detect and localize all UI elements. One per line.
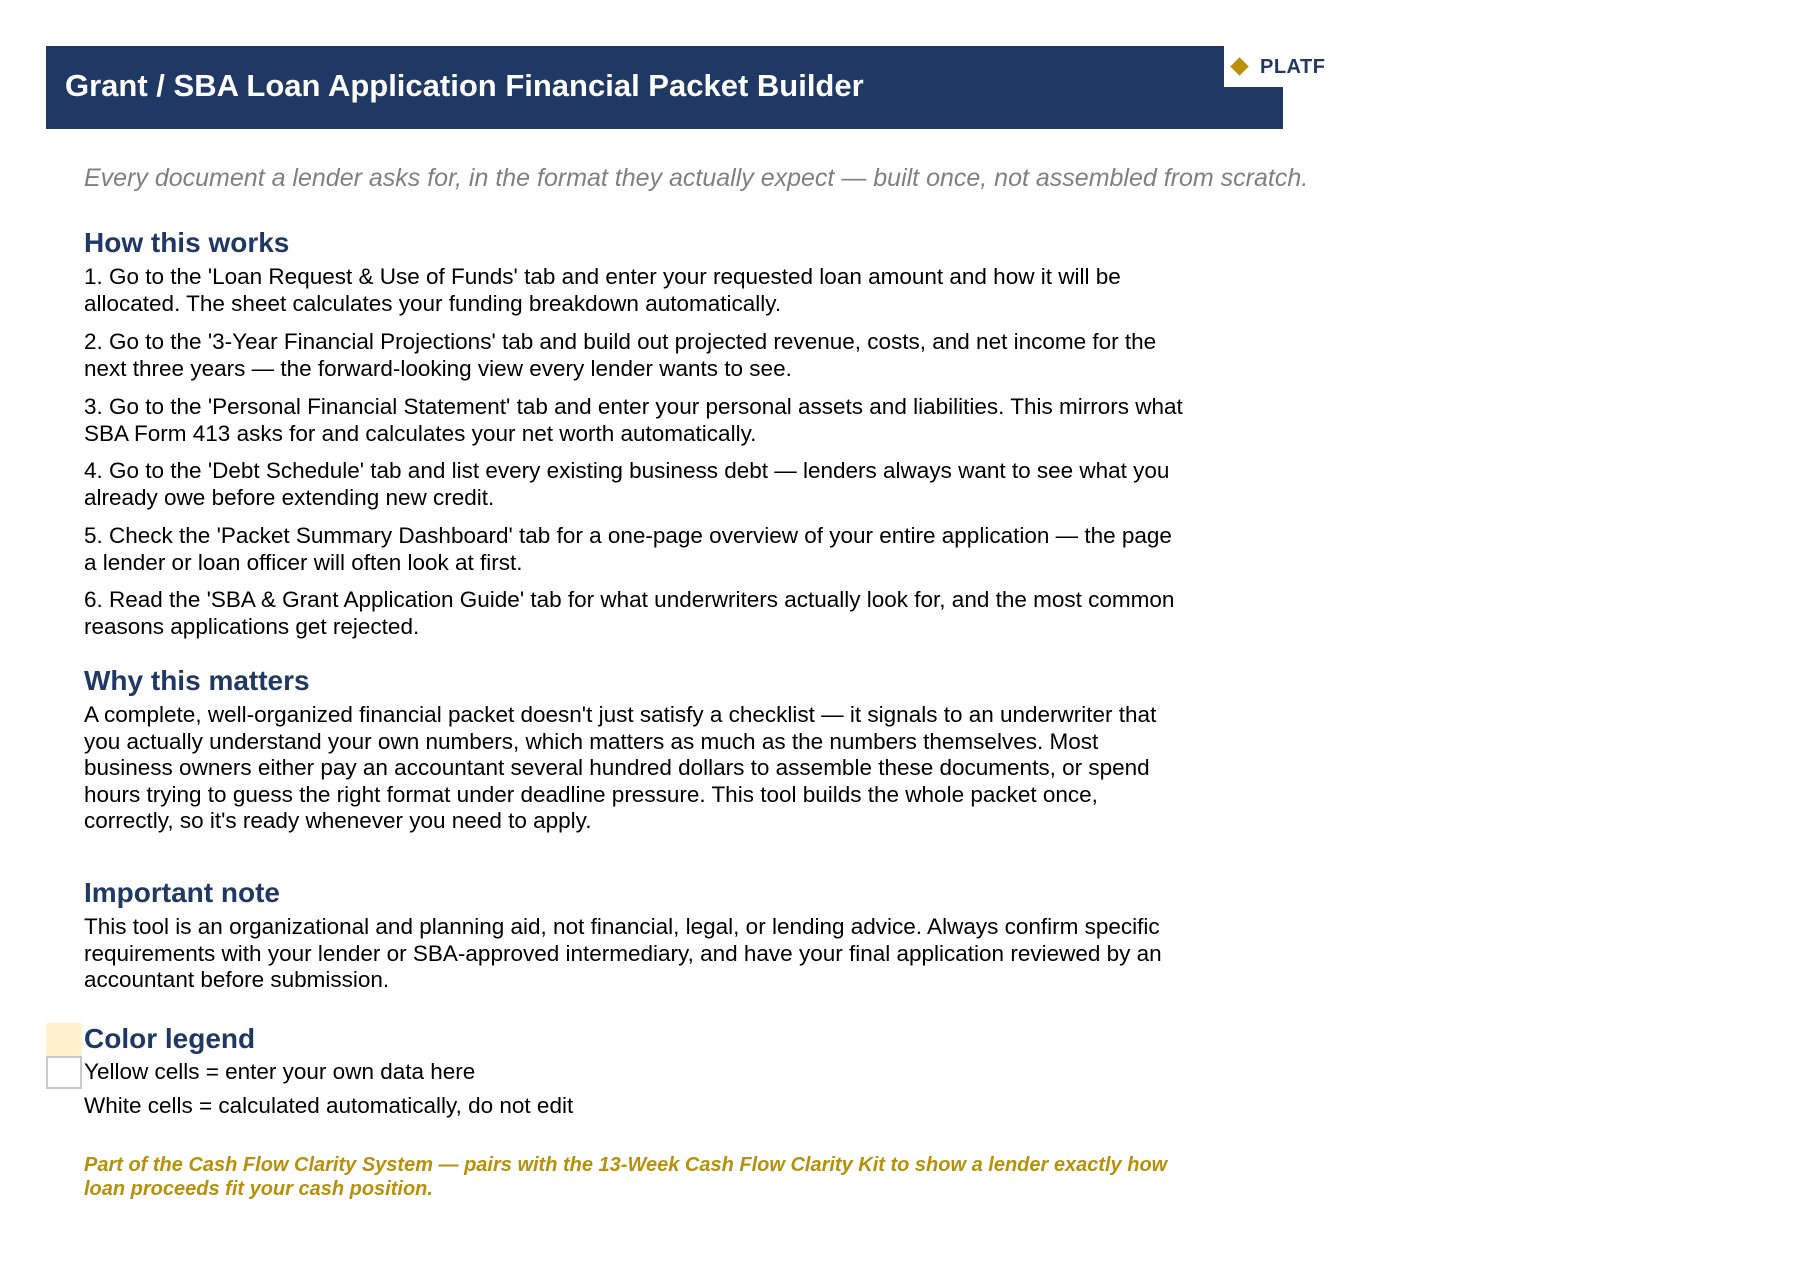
subtitle-cell bbox=[84, 160, 1309, 196]
how-it-works-heading: How this works bbox=[84, 227, 290, 258]
footer-note: Part of the Cash Flow Clarity System — pairs with the 13-Week Cash Flow Clarity Kit to show a lender exactly how loan proceeds fit your cash position. bbox=[84, 1154, 1168, 1200]
yellow-legend-label: Yellow cells = enter your own data here bbox=[84, 1059, 476, 1084]
header-band bbox=[46, 46, 1326, 129]
page-title: Grant / SBA Loan Application Financial Packet Builder bbox=[65, 68, 864, 103]
step-1: 1. Go to the 'Loan Request & Use of Funds' tab and enter your requested loan amount and how it will be allocated. The sheet calculates your funding breakdown automatically. bbox=[84, 264, 1121, 316]
important-note-heading: Important note bbox=[84, 877, 280, 908]
important-note-body: This tool is an organizational and planning aid, not financial, legal, or lending advice. Always confirm specific requirements with your lender or SBA-approved intermediary, and have your final application reviewed by an accountant before submission. bbox=[84, 914, 1162, 992]
brand-logo bbox=[1224, 46, 1326, 87]
step-4: 4. Go to the 'Debt Schedule' tab and list every existing business debt — lenders always want to see what you already owe before extending new credit. bbox=[84, 458, 1170, 510]
step-5: 5. Check the 'Packet Summary Dashboard' tab for a one-page overview of your entire application — the page a lender or loan officer will often look at first. bbox=[84, 523, 1172, 575]
subtitle: Every document a lender asks for, in the format they actually expect — built once, not assembled from scratch. bbox=[84, 164, 1309, 192]
white-legend-label: White cells = calculated automatically, do not edit bbox=[84, 1093, 574, 1118]
step-2: 2. Go to the '3-Year Financial Projections' tab and build out projected revenue, costs, and net income for the next three years — the forward-looking view every lender wants to see. bbox=[84, 329, 1157, 381]
diamond-icon bbox=[1230, 57, 1248, 75]
color-legend-heading: Color legend bbox=[84, 1023, 256, 1054]
yellow-swatch bbox=[46, 1023, 82, 1056]
why-it-matters-heading: Why this matters bbox=[84, 665, 310, 696]
white-swatch bbox=[46, 1056, 82, 1089]
step-3: 3. Go to the 'Personal Financial Statement' tab and enter your personal assets and liabilities. This mirrors what SBA Form 413 asks for and calculates your net worth automatically. bbox=[84, 394, 1183, 446]
step-6: 6. Read the 'SBA & Grant Application Guide' tab for what underwriters actually look for, and the most common reasons applications get rejected. bbox=[84, 587, 1175, 639]
brand-logo-text: PLATF bbox=[1260, 56, 1326, 78]
why-it-matters-body: A complete, well-organized financial packet doesn't just satisfy a checklist — it signals to an underwriter that you actually understand your own numbers, which matters as much as the numbers themselves. Most business owners either pay an accountant several hundred dollars to assemble these documents, or spend hours trying to guess the right format under deadline pressure. This tool builds the whole packet once, correctly, so it's ready whenever you need to apply. bbox=[84, 702, 1157, 833]
